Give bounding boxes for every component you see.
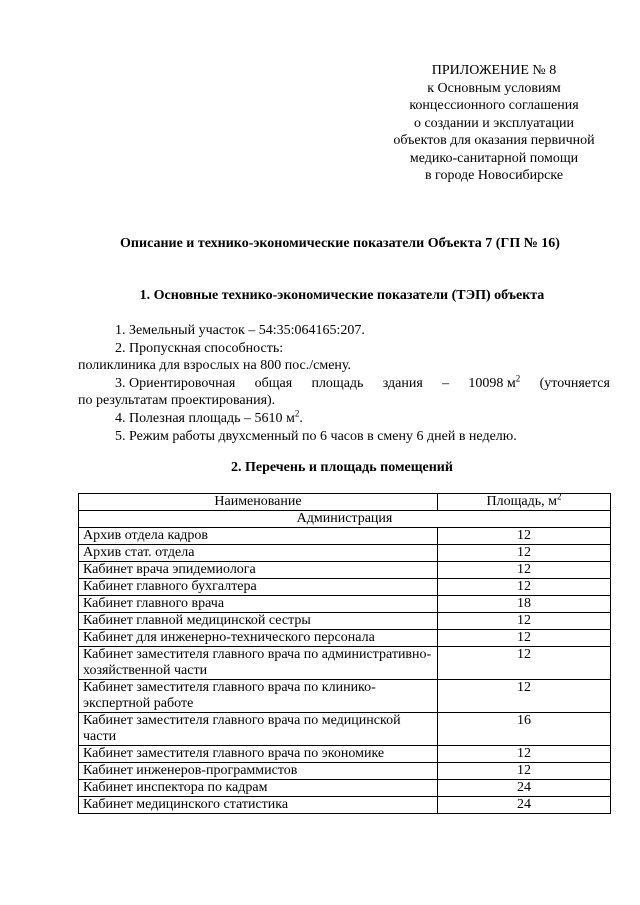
document-title: Описание и технико-экономические показатели Объекта 7 (ГП № 16) — [120, 236, 560, 251]
appendix-block — [378, 62, 610, 185]
appendix-line: медико-санитарной помощи — [409, 150, 579, 166]
table-header-row — [79, 494, 611, 511]
room-name: Кабинет инженеров-программистов — [79, 763, 438, 780]
item-total-area-word: площадь — [311, 375, 364, 391]
room-area: 12 — [438, 562, 611, 579]
column-header-area: Площадь, $м^2$ — [438, 494, 611, 511]
section1-heading: 1. Основные технико-экономические показатели (ТЭП) объекта — [139, 288, 545, 303]
room-name: Архив отдела кадров — [79, 528, 438, 545]
room-area: 12 — [438, 647, 611, 680]
room-area: 12 — [438, 579, 611, 596]
item-total-area-word: – — [442, 375, 450, 391]
item-total-area-value: 10098 $м^2$ — [468, 373, 521, 391]
table-row — [79, 780, 611, 797]
appendix-line: ПРИЛОЖЕНИЕ № 8 — [431, 63, 557, 78]
room-area: 18 — [438, 596, 611, 613]
table-row — [79, 713, 611, 746]
room-name: Кабинет заместителя главного врача по экономике — [79, 746, 438, 763]
room-area: 16 — [438, 713, 611, 746]
room-name: Кабинет заместителя главного врача по клинико-экспертной работе — [79, 680, 438, 713]
room-name: Архив стат. отдела — [79, 545, 438, 562]
room-area: 12 — [438, 763, 611, 780]
item-total-area-word: общая — [254, 375, 293, 391]
table-group-row — [79, 511, 611, 528]
table-row — [79, 647, 611, 680]
section2-heading: 2. Перечень и площадь помещений — [231, 460, 453, 475]
item-total-area — [78, 375, 610, 393]
item-land-plot: 1. Земельный участок – 54:35:064165:207. — [115, 323, 365, 338]
group-label: Администрация — [79, 511, 611, 528]
room-area: 12 — [438, 630, 611, 647]
room-area: 12 — [438, 746, 611, 763]
room-name: Кабинет заместителя главного врача по административно-хозяйственной части — [79, 647, 438, 680]
item-capacity: 2. Пропускная способность: — [115, 340, 284, 356]
room-area: 24 — [438, 797, 611, 814]
table-row — [79, 746, 611, 763]
room-name: Кабинет главной медицинской сестры — [79, 613, 438, 630]
item-total-area-word: 3. Ориентировочная — [115, 375, 236, 391]
superscript: 2 — [556, 491, 562, 502]
superscript: 2 — [294, 408, 300, 419]
table-row — [79, 545, 611, 562]
superscript: 2 — [515, 373, 521, 384]
room-area: 12 — [438, 613, 611, 630]
room-name: Кабинет главного бухгалтера — [79, 579, 438, 596]
room-name: Кабинет главного врача — [79, 596, 438, 613]
item-work-mode: 5. Режим работы двухсменный по 6 часов в смену 6 дней в неделю. — [115, 428, 517, 444]
column-header-name: Наименование — [79, 494, 438, 511]
appendix-line: к Основным условиям — [427, 80, 561, 96]
room-area: 12 — [438, 680, 611, 713]
table-row — [79, 596, 611, 613]
room-name: Кабинет для инженерно-технического персонала — [79, 630, 438, 647]
appendix-line: в городе Новосибирске — [424, 168, 564, 183]
section1-items — [78, 322, 610, 445]
room-name: Кабинет заместителя главного врача по медицинской части — [79, 713, 438, 746]
room-area: 24 — [438, 780, 611, 797]
table-row — [79, 579, 611, 596]
room-name: Кабинет медицинского статистика — [79, 797, 438, 814]
appendix-line: о создании и эксплуатации — [413, 115, 575, 131]
table-row — [79, 613, 611, 630]
table-row — [79, 562, 611, 579]
table-row — [79, 763, 611, 780]
rooms-table — [78, 493, 611, 814]
item-useful-area: 4. Полезная площадь – 5610 $м^2$. — [115, 408, 303, 426]
table-row — [79, 680, 611, 713]
appendix-line: концессионного соглашения — [409, 98, 579, 113]
item-capacity-cont: поликлиника для взрослых на 800 пос./смену. — [78, 358, 352, 374]
room-area: 12 — [438, 545, 611, 562]
appendix-line: объектов для оказания первичной — [393, 133, 595, 148]
room-name: Кабинет врача эпидемиолога — [79, 562, 438, 579]
table-row — [79, 797, 611, 814]
table-row — [79, 528, 611, 545]
item-total-area-word: здания — [382, 375, 423, 391]
room-area: 12 — [438, 528, 611, 545]
table-row — [79, 630, 611, 647]
item-total-area-word: (уточняется — [539, 375, 610, 391]
room-name: Кабинет инспектора по кадрам — [79, 780, 438, 797]
item-total-area-cont: по результатам проектирования). — [78, 393, 276, 409]
